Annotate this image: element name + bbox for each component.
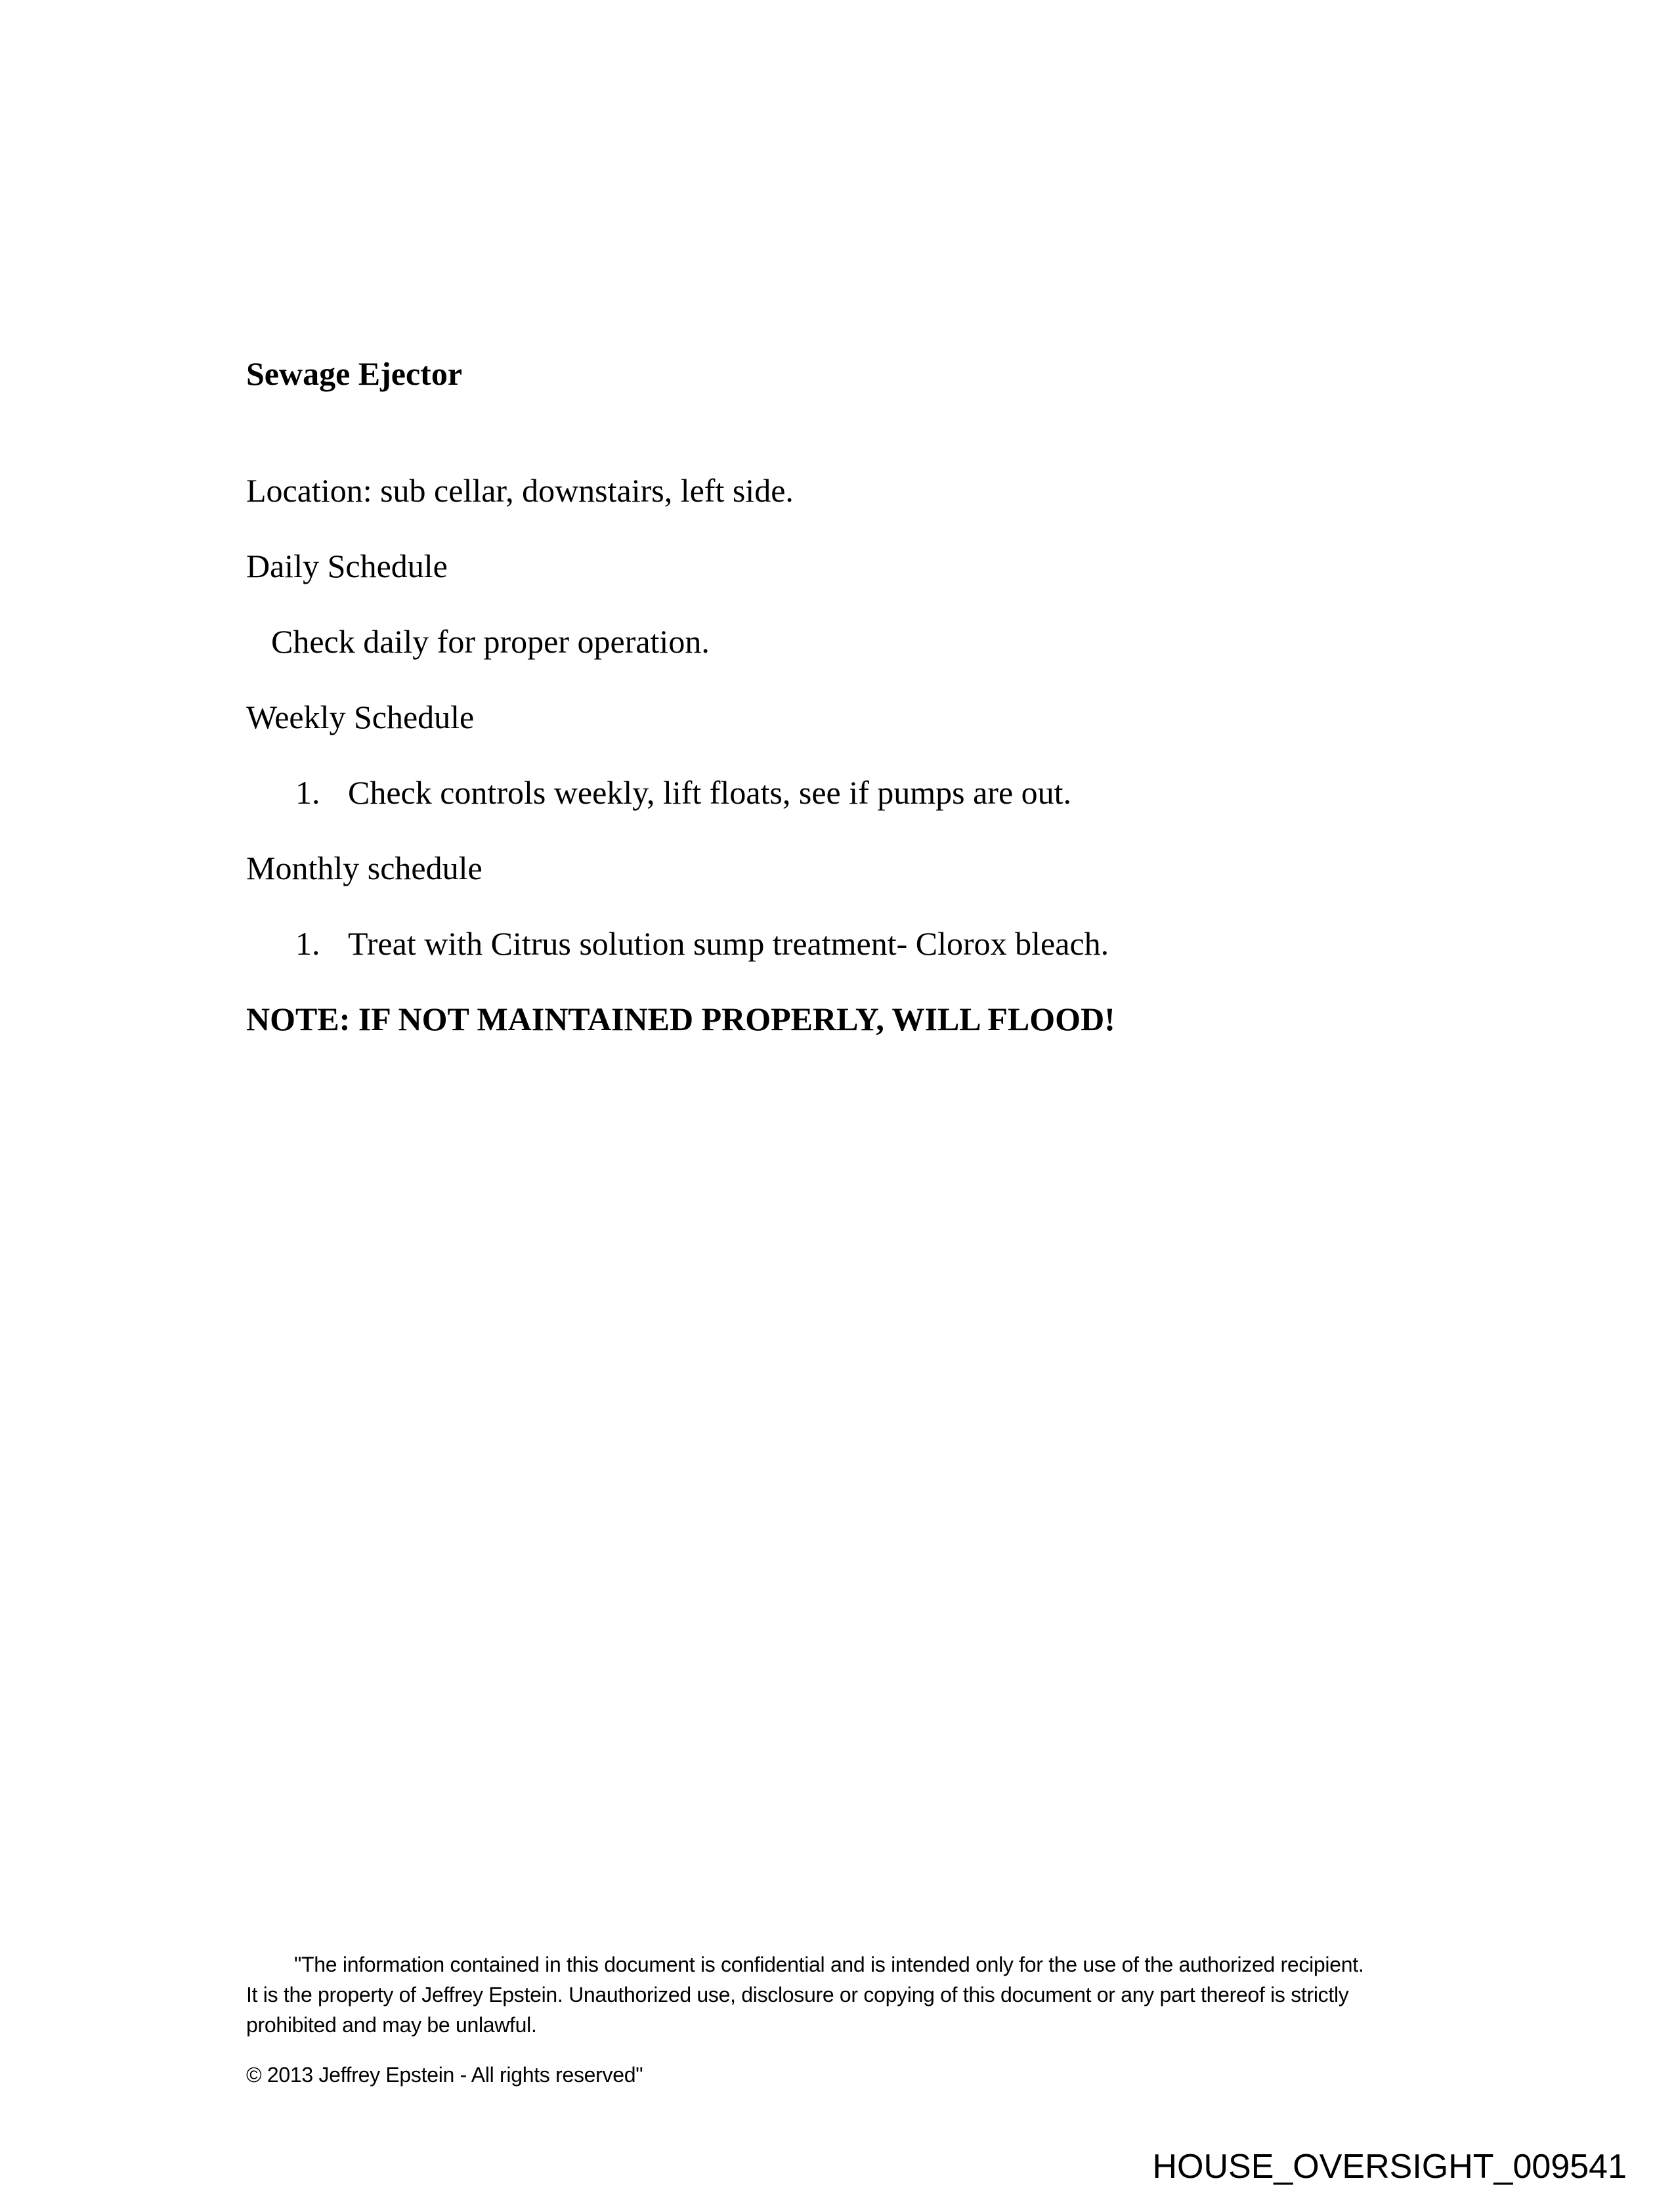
location-line: Location: sub cellar, downstairs, left side. (246, 472, 794, 509)
disclaimer-line-1: "The information contained in this document is confidential and is intended only for the use of the authorized recipient. (294, 1953, 1364, 1976)
monthly-schedule-heading: Monthly schedule (246, 850, 483, 886)
weekly-item-number: 1. (295, 774, 320, 811)
disclaimer-line-2: It is the property of Jeffrey Epstein. Unauthorized use, disclosure or copying of this document or any part thereof is strictly (246, 1983, 1349, 2006)
daily-schedule-heading: Daily Schedule (246, 548, 448, 584)
weekly-schedule-item (295, 773, 1526, 812)
document-body (246, 355, 1526, 1038)
copyright-line: © 2013 Jeffrey Epstein - All rights reserved" (246, 2063, 643, 2087)
document-title: Sewage Ejector (246, 355, 463, 392)
monthly-schedule-item (295, 924, 1526, 963)
bates-stamp: HOUSE_OVERSIGHT_009541 (1152, 2148, 1627, 2186)
confidentiality-footer (246, 1949, 1625, 2090)
flood-warning-note: NOTE: IF NOT MAINTAINED PROPERLY, WILL FLOOD! (246, 1001, 1115, 1037)
monthly-item-number: 1. (295, 925, 320, 962)
disclaimer-line-3: prohibited and may be unlawful. (246, 2013, 537, 2037)
weekly-item-text: Check controls weekly, lift floats, see if pumps are out. (348, 774, 1072, 811)
weekly-schedule-heading: Weekly Schedule (246, 699, 475, 735)
monthly-item-text: Treat with Citrus solution sump treatment- Clorox bleach. (348, 925, 1109, 962)
daily-schedule-item: Check daily for proper operation. (271, 623, 710, 660)
